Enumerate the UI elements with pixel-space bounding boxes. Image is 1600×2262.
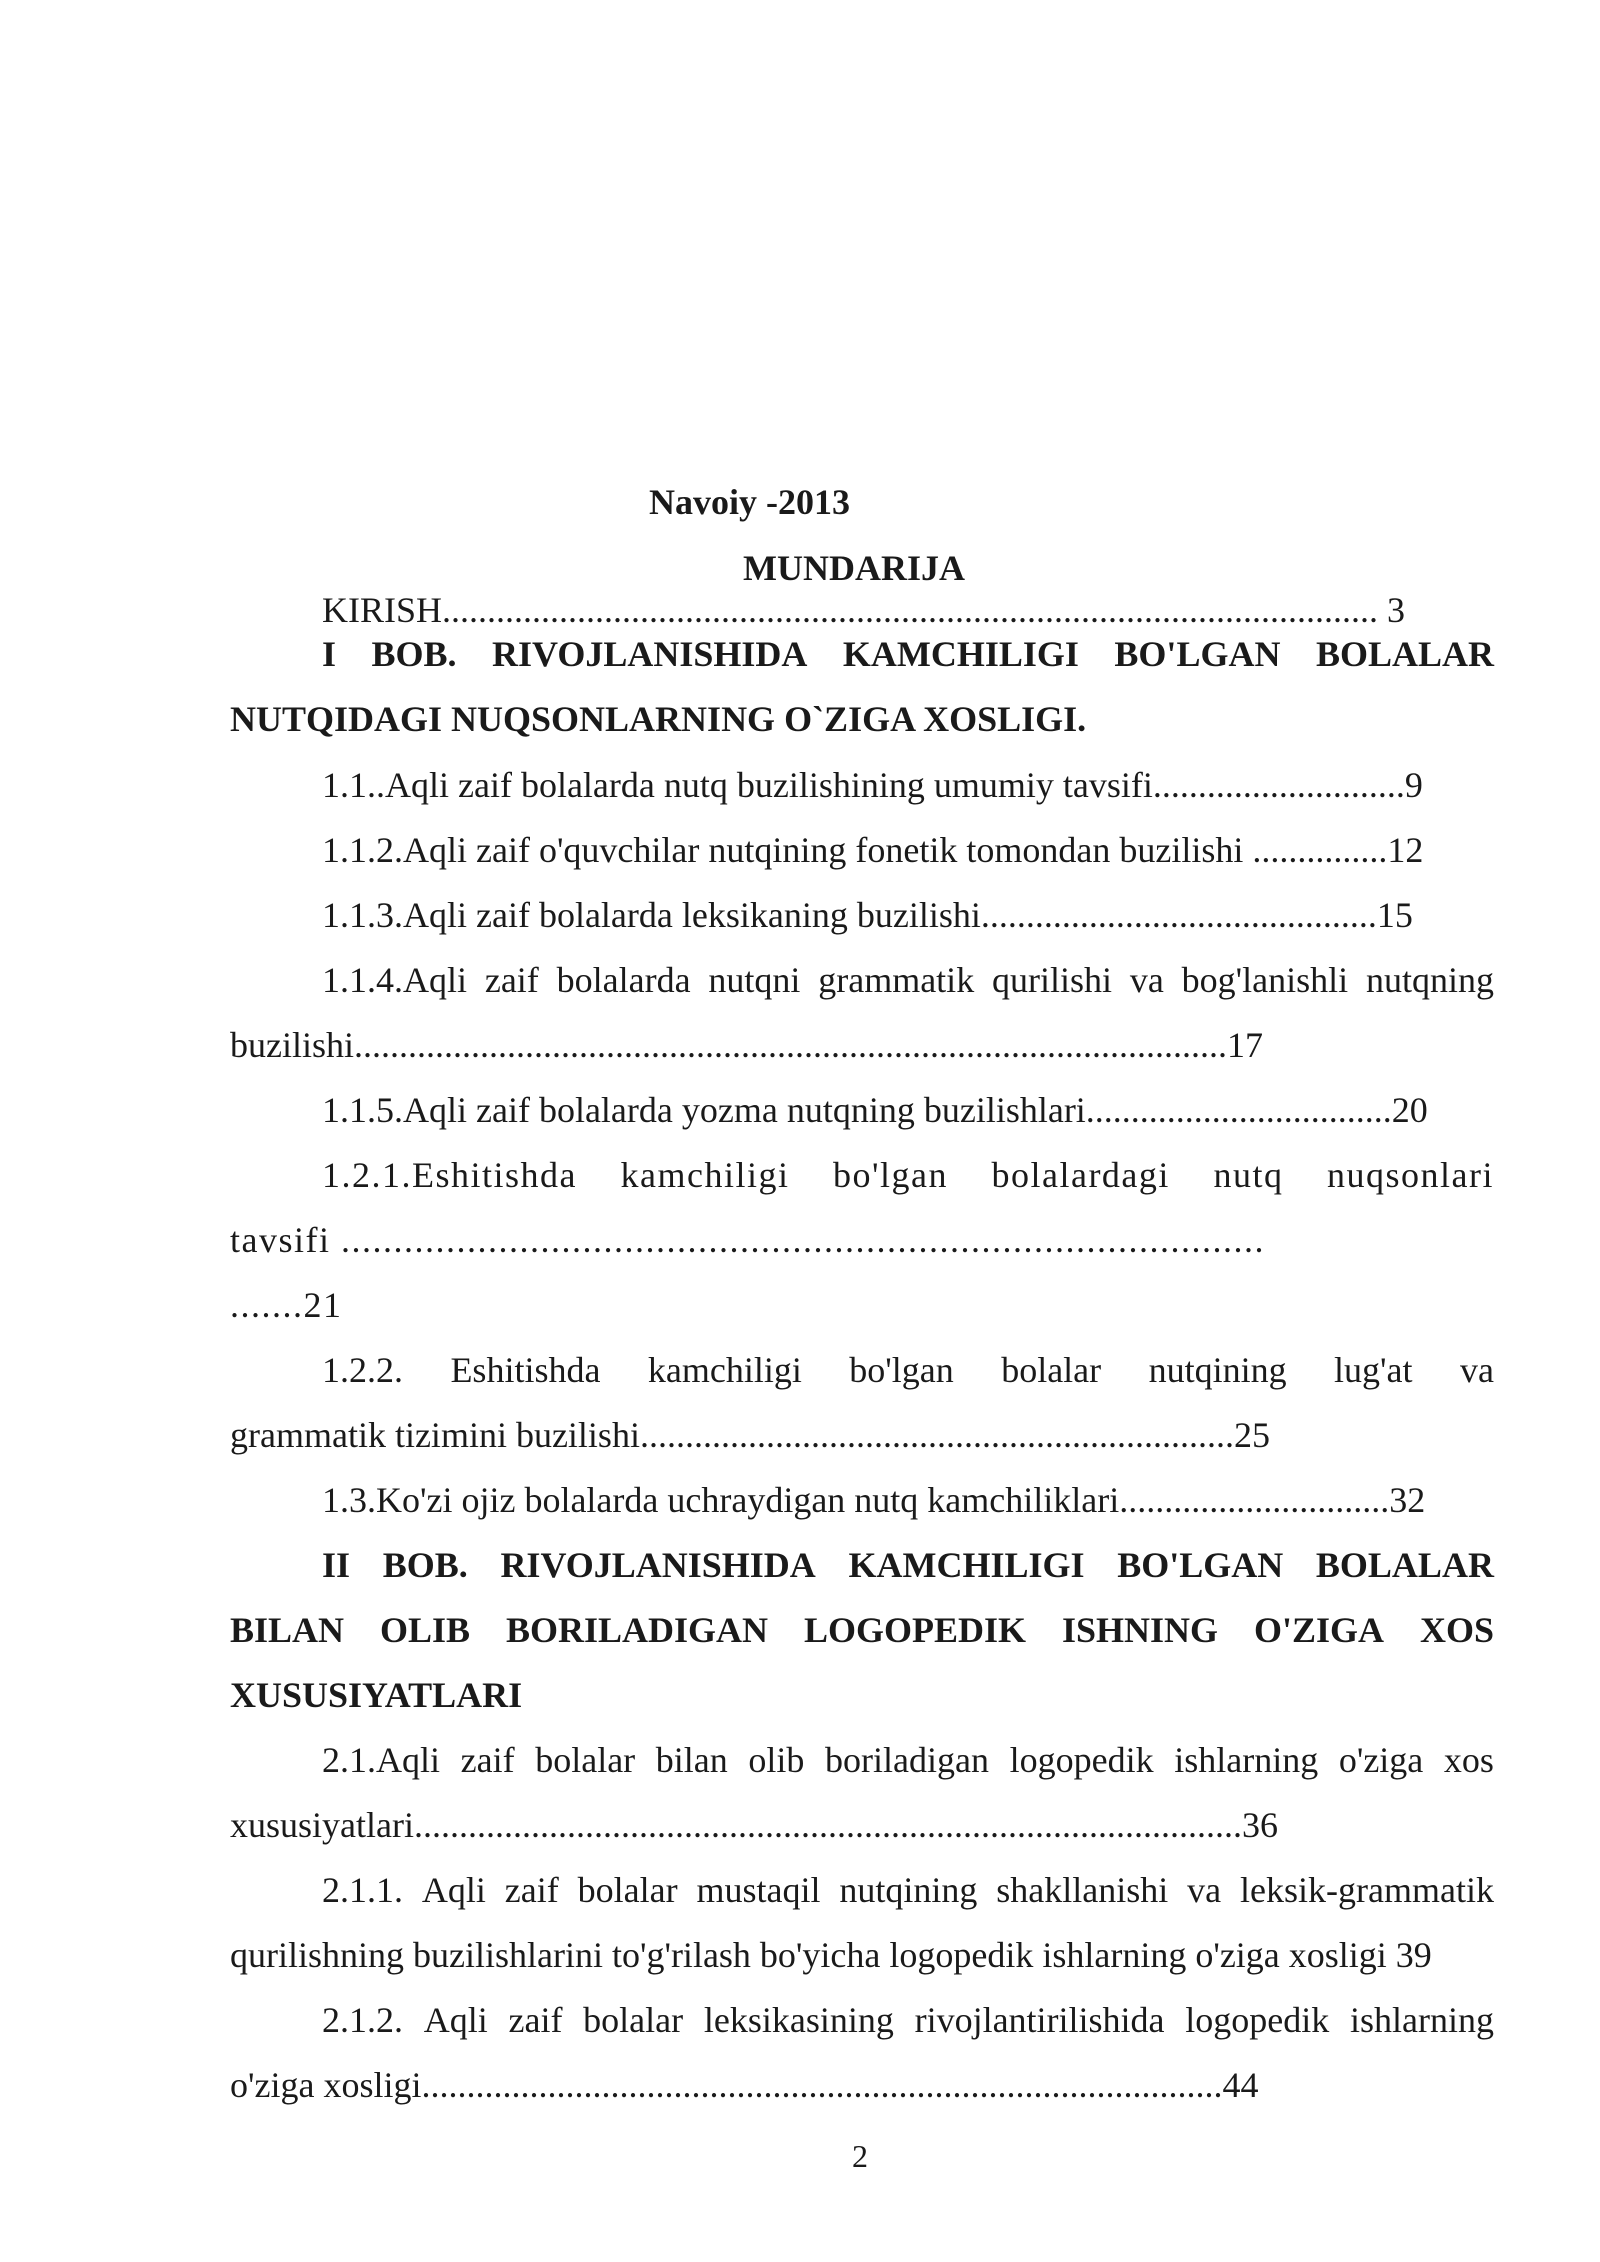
toc-title: MUNDARIJA	[743, 548, 965, 588]
toc-entry-1-1: 1.1..Aqli zaif bolalarda nutq buzilishining umumiy tavsifi............................9	[322, 765, 1423, 805]
entry-word: leksikasining	[703, 2000, 894, 2040]
toc-entry-1-2-2-line-2: grammatik tizimini buzilishi..................................................................25	[230, 1415, 1270, 1455]
entry-word: Eshitishda	[450, 1350, 601, 1390]
entry-word: nutqni	[708, 960, 801, 1000]
heading-word: BORILADIGAN	[505, 1610, 769, 1650]
entry-word: nutq	[1213, 1155, 1284, 1195]
toc-entry-2-1-line-1	[322, 1742, 1494, 1778]
toc-entry-1-2-1-line-1	[322, 1157, 1494, 1193]
toc-entry-intro: KIRISH........................................................................................................ 3	[322, 590, 1406, 630]
toc-entry-2-1-2-line-1	[322, 2002, 1494, 2038]
entry-word: 2.1.Aqli	[322, 1740, 441, 1780]
entry-word: zaif	[508, 2000, 563, 2040]
entry-word: nuqsonlari	[1326, 1155, 1494, 1195]
heading-word: BOLALAR	[1315, 634, 1494, 674]
entry-word: va	[1459, 1350, 1494, 1390]
toc-entry-1-2-1-line-3: .......21	[230, 1285, 343, 1325]
toc-entry-2-1-line-2: xususiyatlari............................................................................................36	[230, 1805, 1278, 1845]
toc-entry-1-1-2: 1.1.2.Aqli zaif o'quvchilar nutqining fonetik tomondan buzilishi ...............12	[322, 830, 1424, 870]
heading-word: KAMCHILIGI	[842, 634, 1079, 674]
entry-word: nutqning	[1365, 960, 1494, 1000]
entry-word: xos	[1443, 1740, 1494, 1780]
entry-word: zaif	[460, 1740, 515, 1780]
entry-word: 2.1.2.	[322, 2000, 403, 2040]
entry-word: bog'lanishli	[1181, 960, 1349, 1000]
entry-word: logopedik	[1185, 2000, 1330, 2040]
entry-word: 1.2.2.	[322, 1350, 403, 1390]
entry-word: bo'lgan	[849, 1350, 954, 1390]
entry-word: Aqli	[421, 1870, 486, 1910]
place-year: Navoiy -2013	[649, 482, 850, 522]
toc-entry-1-3: 1.3.Ko'zi ojiz bolalarda uchraydigan nutq kamchiliklari..............................32	[322, 1480, 1426, 1520]
toc-entry-1-1-4-line-1	[322, 962, 1494, 998]
entry-word: qurilishi	[992, 960, 1113, 1000]
heading-word: II	[322, 1545, 351, 1585]
entry-word: lug'at	[1334, 1350, 1413, 1390]
heading-word: KAMCHILIGI	[848, 1545, 1085, 1585]
heading-word: ISHNING	[1061, 1610, 1219, 1650]
entry-word: va	[1187, 1870, 1222, 1910]
heading-word: I	[322, 634, 337, 674]
toc-entry-1-2-1-line-2: tavsifi ........................................................................................	[230, 1220, 1265, 1260]
entry-word: zaif	[504, 1870, 559, 1910]
chapter-2-heading-line-1	[322, 1547, 1494, 1583]
entry-word: boriladigan	[825, 1740, 989, 1780]
toc-entry-1-2-2-line-1	[322, 1352, 1494, 1388]
entry-word: va	[1129, 960, 1164, 1000]
entry-word: ishlarning	[1174, 1740, 1319, 1780]
entry-word: rivojlantirilishida	[914, 2000, 1165, 2040]
entry-word: bolalar	[535, 1740, 636, 1780]
chapter-2-heading-line-2	[230, 1612, 1494, 1648]
toc-entry-2-1-1-line-1	[322, 1872, 1494, 1908]
heading-word: BOB.	[371, 634, 457, 674]
toc-entry-1-1-3: 1.1.3.Aqli zaif bolalarda leksikaning buzilishi............................................15	[322, 895, 1413, 935]
entry-word: bilan	[655, 1740, 728, 1780]
entry-word: nutqining	[1148, 1350, 1287, 1390]
entry-word: bolalardagi	[991, 1155, 1170, 1195]
entry-word: kamchiligi	[620, 1155, 790, 1195]
entry-word: bolalar	[1001, 1350, 1102, 1390]
heading-word: RIVOJLANISHIDA	[500, 1545, 816, 1585]
heading-word: O'ZIGA	[1253, 1610, 1384, 1650]
chapter-2-heading-line-3: XUSUSIYATLARI	[230, 1675, 523, 1715]
chapter-1-heading-line-1	[322, 636, 1494, 672]
entry-word: bolalar	[577, 1870, 678, 1910]
page-number: 2	[852, 2138, 868, 2174]
entry-word: ishlarning	[1350, 2000, 1494, 2040]
entry-word: logopedik	[1009, 1740, 1154, 1780]
entry-word: 1.2.1.Eshitishda	[322, 1155, 577, 1195]
entry-word: bolalarda	[556, 960, 691, 1000]
heading-word: XOS	[1419, 1610, 1494, 1650]
heading-word: RIVOJLANISHIDA	[492, 634, 808, 674]
heading-word: OLIB	[379, 1610, 471, 1650]
toc-entry-2-1-1-line-2: qurilishning buzilishlarini to'g'rilash bo'yicha logopedik ishlarning o'ziga xosligi 39	[230, 1935, 1432, 1975]
entry-word: bo'lgan	[833, 1155, 948, 1195]
entry-word: 1.1.4.Aqli	[322, 960, 468, 1000]
toc-entry-1-1-4-line-2: buzilishi.................................................................................................17	[230, 1025, 1263, 1065]
toc-entry-1-1-5: 1.1.5.Aqli zaif bolalarda yozma nutqning buzilishlari..................................20	[322, 1090, 1428, 1130]
heading-word: BOB.	[382, 1545, 468, 1585]
entry-word: Aqli	[423, 2000, 488, 2040]
entry-word: grammatik	[818, 960, 975, 1000]
entry-word: o'ziga	[1338, 1740, 1424, 1780]
heading-word: BILAN	[230, 1610, 345, 1650]
entry-word: shakllanishi	[996, 1870, 1169, 1910]
entry-word: leksik-grammatik	[1240, 1870, 1494, 1910]
entry-word: nutqining	[839, 1870, 978, 1910]
entry-word: kamchiligi	[647, 1350, 802, 1390]
heading-word: BO'LGAN	[1114, 634, 1281, 674]
heading-word: LOGOPEDIK	[803, 1610, 1027, 1650]
chapter-1-heading-line-2: NUTQIDAGI NUQSONLARNING O`ZIGA XOSLIGI.	[230, 699, 1087, 739]
entry-word: zaif	[484, 960, 539, 1000]
entry-word: olib	[748, 1740, 805, 1780]
toc-entry-2-1-2-line-2: o'ziga xosligi.........................................................................................44	[230, 2065, 1259, 2105]
entry-word: mustaqil	[696, 1870, 821, 1910]
heading-word: BOLALAR	[1315, 1545, 1494, 1585]
entry-word: 2.1.1.	[322, 1870, 403, 1910]
entry-word: bolalar	[583, 2000, 684, 2040]
heading-word: BO'LGAN	[1117, 1545, 1284, 1585]
